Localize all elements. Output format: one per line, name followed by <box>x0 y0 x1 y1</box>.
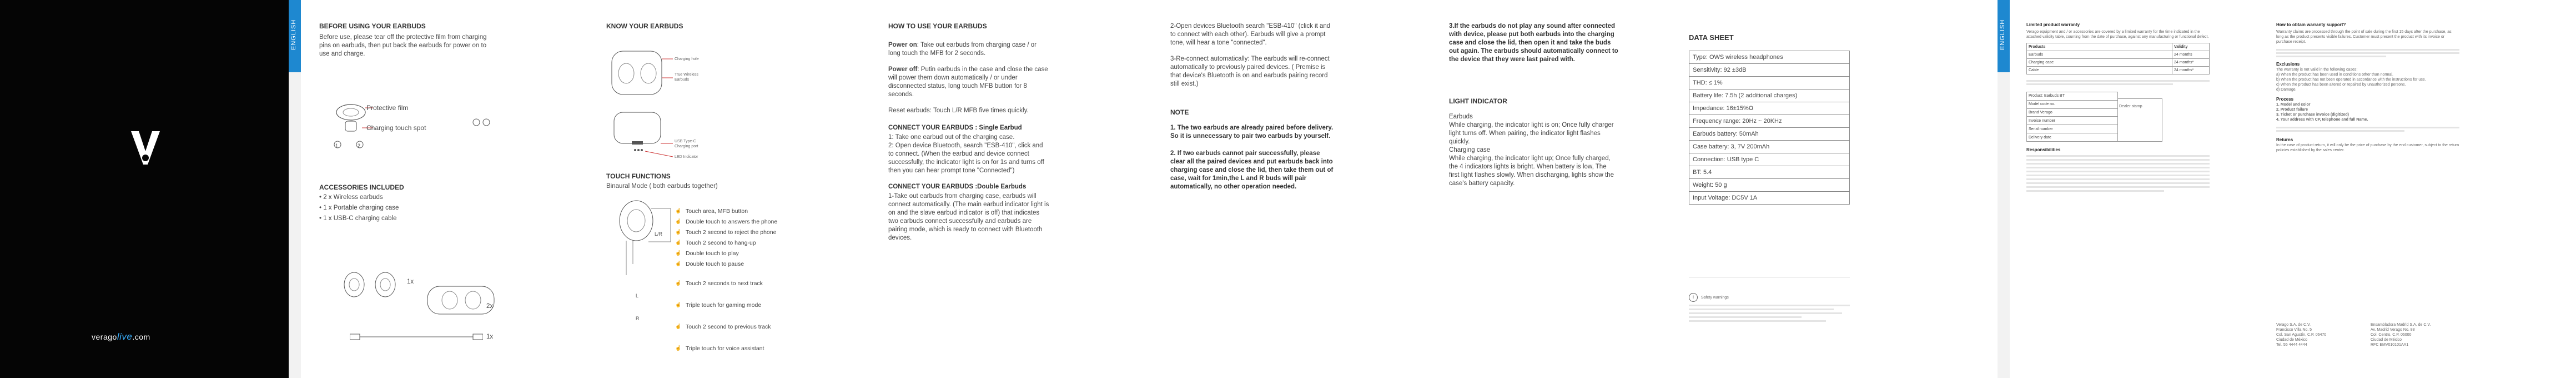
warranty-filler-text <box>2026 80 2210 85</box>
touch-side-lr-label: L/R <box>655 231 663 237</box>
warranty-title: Limited product warranty <box>2026 22 2080 27</box>
touch-side-l-label: L <box>636 293 639 299</box>
warranty-claim-section <box>2276 22 2459 153</box>
no-sound-text: 3.If the earbuds do not play any sound after connected with device, please put both earbuds into the charging case and close the lid, then open it and take the buds out again. The earbuds should automatically connect to the device that they were last paired with. <box>1449 23 1618 63</box>
light-indicator-title: LIGHT INDICATOR <box>1449 97 1507 105</box>
dealer-stamp-box <box>2118 98 2162 142</box>
touch-function-row <box>675 216 786 227</box>
power-off-text: : Putin earbuds in the case and close the case will power them down automatically / or under disconnected status, long touch MFB button for 8 seconds. <box>888 66 1048 98</box>
touch-function-text: Touch 2 second to reject the phone <box>686 228 777 236</box>
touch-function-text: Triple touch for voice assistant <box>686 345 764 352</box>
how-to-use-title: HOW TO USE YOUR EARBUDS <box>888 22 987 30</box>
responsibilities-title: Responsibilities <box>2026 147 2061 152</box>
light-indicator-text: Earbuds While charging, the indicator light is on; Once fully charger light turns off. When pairing, the indicator light flashes quickly. Charging case While charging, the indicator light up; Once fully charged, the 4 indicators lights is bright. When battery is low, The first light flashes slowly. When discharging, lights show the case's battery capacity. <box>1449 113 1614 187</box>
warranty-table-cell: 24 months* <box>2172 67 2210 74</box>
data-sheet-row: Impedance: 16±15%Ω <box>1689 102 1850 115</box>
touch-function-row <box>675 321 786 332</box>
earbuds-qty-label: 1x <box>407 278 414 285</box>
usb-port-label: USB Type-C Charging port <box>675 140 698 148</box>
warranty-table-header: Validity <box>2172 43 2210 51</box>
data-sheet-row: Case battery: 3, 7V 200mAh <box>1689 141 1850 153</box>
charging-case-illustration-icon <box>422 281 505 320</box>
touch-function-text: Touch area, MFB button <box>686 207 748 215</box>
touch-function-row <box>675 278 786 289</box>
data-sheet-row: Frequency range: 20Hz ~ 20KHz <box>1689 115 1850 128</box>
touch-functions-subtitle: Binaural Mode ( both earbuds together) <box>606 183 718 190</box>
data-sheet-table <box>1689 51 1850 205</box>
returns-text: In the case of product return, it will only be the price of purchase by the end customer, subject to the return policies established by the sales center. <box>2276 143 2459 152</box>
touch-function-text: Touch 2 second to previous track <box>686 323 771 330</box>
warranty-table-cell: Charging case <box>2027 59 2172 67</box>
know-earbuds-title: KNOW YOUR EARBUDS <box>606 22 683 30</box>
single-earbud-title: CONNECT YOUR EARBUDS : Single Earbud <box>888 125 1022 131</box>
triple-touch-icon: ☝ <box>675 302 682 307</box>
usb-cable-illustration-icon <box>350 331 483 342</box>
touch-function-row <box>675 227 786 237</box>
process-filler-text <box>2276 127 2459 132</box>
protective-film-label: Protective film <box>366 104 409 112</box>
hold-touch-icon: ☝ <box>675 229 682 235</box>
double-touch-icon: ☝ <box>675 261 682 266</box>
double-earbud-title: CONNECT YOUR EARBUDS :Double Earbuds <box>888 183 1027 190</box>
warning-icon: ! <box>1689 293 1698 302</box>
warranty-table-cell: Earbuds <box>2027 51 2172 59</box>
hold-touch-icon: ☝ <box>675 280 682 286</box>
before-use-section <box>319 22 497 58</box>
process-text: 1. Model and color 2. Product failure 3. Ticket or purchase invoice (digitized) 4. Your address with CP, telephone and full Name. <box>2276 103 2368 122</box>
safety-warnings-header <box>1689 293 1729 302</box>
step-2-label: 2 <box>358 143 361 148</box>
hold-touch-icon: ☝ <box>675 240 682 245</box>
earbuds-illustration-icon <box>338 268 404 301</box>
warranty-section <box>2026 22 2210 192</box>
data-sheet-row: Input Voltage: DC5V 1A <box>1689 192 1850 205</box>
touch-function-row <box>675 343 786 354</box>
data-sheet-section <box>1689 33 1850 205</box>
touch-function-row <box>675 248 786 258</box>
note-1-text: 1. The two earbuds are already paired before delivery. So it is unnecessary to pair two earbuds by yourself. <box>1170 125 1334 140</box>
double-touch-icon: ☝ <box>675 250 682 256</box>
cover-brand-url <box>92 331 150 342</box>
data-sheet-row: Type: OWS wireless headphones <box>1689 51 1850 64</box>
case-qty-label: 2x <box>486 303 494 310</box>
how-to-use-section <box>888 22 1049 242</box>
reset-text: Reset earbuds: Touch L/R MFB five times quickly. <box>888 107 1029 114</box>
accessories-title: ACCESSORIES INCLUDED <box>319 183 404 191</box>
product-form-title: Product: Earbuds BT <box>2027 92 2118 101</box>
company-address-1: Verago S.A. de C.V. Francisco Villa No. 5 Col. San Agustín, C.P. 06470 Ciudad de México Tel. 55 4444 4444 <box>2276 323 2327 347</box>
process-title: Process <box>2276 97 2294 102</box>
touch-function-text: Double touch to answers the phone <box>686 218 778 225</box>
earbuds-case-diagram-icon <box>606 46 673 168</box>
claim-title: How to obtain warranty support? <box>2276 22 2346 27</box>
data-sheet-row: Earbuds battery: 50mAh <box>1689 128 1850 141</box>
data-sheet-title: DATA SHEET <box>1689 33 1734 42</box>
touch-function-row <box>675 237 786 248</box>
power-off-paragraph <box>888 66 1049 99</box>
responsibilities-text <box>2026 155 2210 192</box>
brand-left-text: verago <box>92 332 117 341</box>
language-tab-label: ENGLISH <box>290 19 297 50</box>
touch-function-row <box>675 258 786 269</box>
claim-filler-text <box>2276 49 2459 57</box>
brand-right-text: .com <box>132 332 150 341</box>
touch-icon: ☝ <box>675 208 682 213</box>
verago-logo-icon <box>129 129 162 167</box>
before-use-title: BEFORE USING YOUR EARBUDS <box>319 22 426 30</box>
product-form-field: Brand Verago <box>2027 108 2118 117</box>
light-indicator-section <box>1449 22 1618 188</box>
true-wireless-label: True Wireless Earbuds <box>675 73 698 82</box>
data-sheet-row: Battery life: 7.5h (2 additional charges) <box>1689 89 1850 102</box>
data-sheet-row: BT: 5.4 <box>1689 166 1850 179</box>
accessory-item: • 1 x USB-C charging cable <box>319 215 397 222</box>
cable-qty-label: 1x <box>486 334 494 340</box>
product-form <box>2026 92 2210 142</box>
before-use-text: Before use, please tear off the protective film from charging pins on earbuds, then put back the earbuds for power on to use and charge. <box>319 34 487 57</box>
warranty-table-header: Products <box>2027 43 2172 51</box>
power-off-label: Power off <box>888 66 918 73</box>
warranty-table-cell: 24 months <box>2172 51 2210 59</box>
product-form-field: Invoice number <box>2027 117 2118 125</box>
power-on-label: Power on <box>888 42 917 48</box>
earbud-touch-diagram-icon <box>610 197 676 281</box>
tab-strip <box>289 72 301 378</box>
reconnect-text: 3-Re-connect automatically: The earbuds will re-connect automatically to previously paired devices. ( Premise is that device's Bluetooth is on and earbuds pairing record still exist.) <box>1170 56 1330 87</box>
touch-function-text: Triple touch for gaming mode <box>686 301 762 309</box>
warranty-intro: Verago equipment and / or accessories are covered by a limited warranty for the time indicated in the attached validity table, counting from the date of purchase, against any manufacturing or functional defect. <box>2026 30 2209 39</box>
led-indicator-label: LED Indicator <box>675 155 698 159</box>
returns-title: Returns <box>2276 137 2293 142</box>
accessory-item: • 1 x Portable charging case <box>319 205 399 211</box>
know-earbuds-section <box>606 22 683 30</box>
warranty-table-cell: Cable <box>2027 67 2172 74</box>
data-sheet-row: THD: ≤ 1% <box>1689 77 1850 89</box>
company-addresses <box>2276 322 2459 347</box>
charging-spot-label: Charging touch spot <box>366 124 426 132</box>
language-tab-label: ENGLISH <box>1999 19 2006 50</box>
claim-text: Warranty claims are processed through the point of sale during the first 15 days after the purchase, as long as the product presents visible failures. Customer must present the product with its invoice or purchase receipt. <box>2276 30 2452 44</box>
language-tab-left <box>289 0 301 72</box>
touch-function-row <box>675 300 786 310</box>
touch-function-list <box>675 206 786 354</box>
single-earbud-text: 1: Take one earbud out of the charging case. 2: Open device Bluetooth, search "ESB-410", click and to connect. (When the earbud and device connect successfully, the indicator light is on for 1s and turns off then you can hear prompt tone "Connected") <box>888 134 1044 174</box>
note-2-text: 2. If two earbuds cannot pair successfully, please clear all the paired devices and put earbuds back into charging case and close the lid, then take them out of case, wait for 1min,the L and R buds will pair automatically, no other operation needed. <box>1170 150 1334 190</box>
touch-function-text: Touch 2 seconds to next track <box>686 280 763 287</box>
accessory-item: • 2 x Wireless earbuds <box>319 194 383 201</box>
data-sheet-row: Weight: 50 g <box>1689 179 1850 192</box>
hold-touch-icon: ☝ <box>675 324 682 329</box>
bluetooth-connect-text: 2-Open devices Bluetooth search "ESB-410" (click it and to connect with each other). Earbuds will give a prompt tone, will hear a tone "connected". <box>1170 23 1331 46</box>
touch-function-text: Double touch to play <box>686 250 739 257</box>
touch-function-text: Touch 2 second to hang-up <box>686 239 756 246</box>
company-address-2: Ensambladora Madrid S.A. de C.V. Av. Madrid Verago No. 88 Col. Centro, C.P. 06000 Ciudad de México RFC EMV010101AA1 <box>2371 323 2431 347</box>
cover-panel <box>0 0 289 378</box>
exclusions-text: The warranty is not valid in the following cases: a) When the product has been used in conditions other than normal. b) When the product has not been operated in accordance with the instructions for use. c) When the product has been altered or repaired by unauthorized persons. d) Damage. <box>2276 68 2426 92</box>
language-tab-right <box>1998 0 2010 72</box>
touch-functions-title: TOUCH FUNCTIONS <box>606 172 671 180</box>
touch-functions-section <box>606 172 773 191</box>
dealer-stamp-label: Dealer stamp <box>2119 105 2142 108</box>
product-form-table <box>2026 92 2118 142</box>
safety-warnings-text-block <box>1689 305 1850 322</box>
accessories-section <box>319 183 486 223</box>
exclusions-title: Exclusions <box>2276 62 2300 67</box>
note-title: NOTE <box>1170 108 1189 116</box>
touch-function-row <box>675 206 786 216</box>
double-earbud-text: 1-Take out earbuds from charging case, earbuds will connect automatically. (The main earbud indicator light is on and the slave earbud indicator is off) that indicates two earbuds connect successfully and earbuds are pairing mode, which is ready to connect with Bluetooth devices. <box>888 193 1049 241</box>
touch-side-r-label: R <box>636 316 640 321</box>
step-1-label: 1 <box>335 143 339 148</box>
power-on-paragraph <box>888 41 1049 58</box>
triple-touch-icon: ☝ <box>675 345 682 351</box>
product-form-field: Model code no. <box>2027 100 2118 108</box>
earbud-pair-icon <box>472 118 492 127</box>
connection-notes-section <box>1170 22 1334 191</box>
safety-warnings-label: Safety warnings <box>1701 295 1729 300</box>
data-sheet-row: Connection: USB type C <box>1689 153 1850 166</box>
touch-function-text: Double touch to pause <box>686 260 744 267</box>
product-form-field: Delivery date <box>2027 133 2118 142</box>
brand-mid-text: live <box>117 331 133 342</box>
double-touch-icon: ☝ <box>675 218 682 224</box>
product-form-field: Serial number <box>2027 125 2118 133</box>
warranty-validity-table <box>2026 43 2210 74</box>
power-on-text: : Take out earbuds from charging case / or long touch the MFB for 2 seconds. <box>888 42 1037 57</box>
charging-hole-label: Charging hole <box>675 57 699 61</box>
data-sheet-row: Sensitivity: 92 ±3dB <box>1689 64 1850 77</box>
warranty-table-cell: 24 months* <box>2172 59 2210 67</box>
